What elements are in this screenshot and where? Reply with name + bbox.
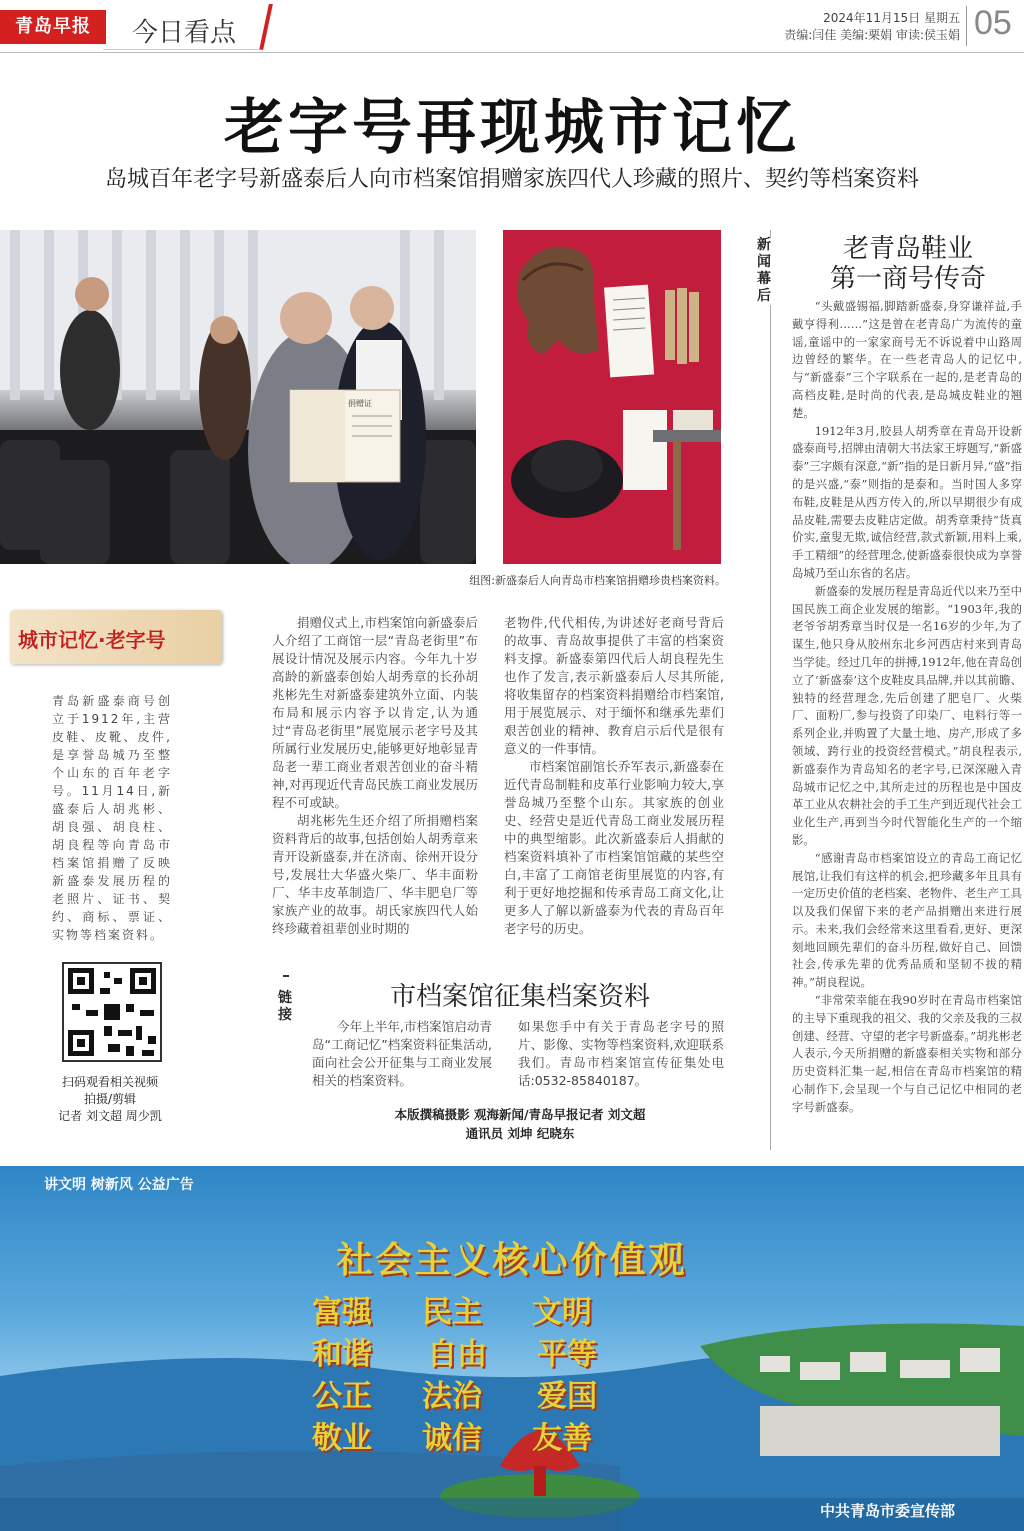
- artifacts-photo: [503, 230, 721, 564]
- column-divider: [770, 230, 771, 1150]
- editor-credits: 责编:闫佳 美编:栗娟 审读:侯玉娟: [784, 28, 960, 42]
- news-behind-title-2: 第一商号传奇: [829, 264, 986, 294]
- link-text-1: 今年上半年,市档案馆启动青岛“工商记忆”档案资料征集活动,面向社会公开征集与工商业发展相关的档案资料。: [312, 1019, 492, 1088]
- news-behind-tag: 新闻幕后: [757, 237, 771, 304]
- article-column-2: [504, 614, 724, 938]
- section-name: 今日看点: [132, 18, 237, 48]
- qr-caption: 扫码观看相关视频: [61, 1075, 158, 1089]
- link-title: 市档案馆征集档案资料: [389, 982, 650, 1012]
- page-credit-2: 通讯员 刘坤 纪晓东: [465, 1126, 575, 1141]
- link-text-2: 如果您手中有关于青岛老字号的照片、影像、实物等档案资料,欢迎联系我们。青岛市档案馆宣传征集处电话:0532-85840187。: [518, 1019, 724, 1088]
- ceremony-illustration: [0, 230, 476, 564]
- video-credit: 拍摄/剪辑: [83, 1092, 137, 1106]
- link-tag-rule: [283, 975, 289, 977]
- photo-caption: 组图:新盛泰后人向青岛市档案馆捐赠珍贵档案资料。: [469, 574, 726, 587]
- core-value: 友善: [532, 1421, 592, 1456]
- ad-sponsor: 中共青岛市委宣传部: [820, 1502, 956, 1520]
- news-behind-paragraph: 新盛泰的发展历程是青岛近代以来乃至中国民族工商企业发展的缩影。“1903年,我的老爷爷胡秀章当时仅是一名16岁的少年,为了谋生,他只身从胶州东北乡河西店村来到青岛当学徒。经过几年的拼搏,1912年,他在青岛创立了‘新盛泰’这个皮鞋皮具品牌,并以其前瞻、独特的经营理念,先后创建了肥皂厂、火柴厂、面粉厂,参与投资了印染厂、电料行等一系列企业,并购置了大量土地、房产,形成了多领域、跨行业的投资经营模式。”胡良程表示,新盛泰作为青岛知名的老字号,已深深融入青岛城市记忆之中,其所走过的历程也是中国皮革工业从农耕社会的手工生产到近现代社会工业化生产,再到当今时代智能化生产的一个缩影。: [792, 583, 1022, 847]
- link-tag: 链接: [278, 990, 292, 1023]
- core-value: 敬业: [312, 1421, 372, 1456]
- certificate-label: 捐赠证: [348, 399, 372, 408]
- video-reporters: 记者 刘文超 周少凯: [58, 1109, 162, 1123]
- core-values-grid: [312, 1292, 732, 1460]
- ad-title: 社会主义核心价值观: [336, 1240, 688, 1281]
- core-value: 公正: [312, 1379, 372, 1414]
- column-badge-label: 城市记忆·老字号: [18, 628, 166, 652]
- issue-date: 2024年11月15日 星期五: [823, 11, 960, 25]
- article-paragraph: 胡兆彬先生还介绍了所捐赠档案资料背后的故事,包括创始人胡秀章来青开设新盛泰,并在济南、徐州开设分号,发展壮大华盛火柴厂、华丰面粉厂、华丰皮革制造厂、华丰肥皂厂等家族产业的故事。胡氏家族四代人始终珍藏着祖辈创业时期的: [272, 813, 478, 936]
- news-behind-paragraph: “感谢青岛市档案馆设立的青岛工商记忆展馆,让我们有这样的机会,把珍藏多年且具有一定历史价值的老档案、老物件、老生产工具以及我们保留下来的老产品捐赠出来进行展示。未来,我们会经常来这里看看,更好、更深刻地回顾先辈们的奋斗历程,做好自己、回馈社会,传承先辈的优秀品质和坚韧不拔的精神。”胡良程说。: [792, 850, 1022, 990]
- core-value: 和谐: [312, 1337, 372, 1372]
- article-paragraph: 老物件,代代相传,为讲述好老商号背后的故事、青岛故事提供了丰富的档案资料支撑。新盛泰第四代后人胡良程先生也作了发言,表示新盛泰后人尽其所能,将收集留存的档案资料捐赠给市档案馆,用于展览展示、对于缅怀和继承先辈们艰苦创业的精神、教育启示后代是很有意义的一件事情。: [504, 615, 724, 756]
- core-value: 诚信: [422, 1421, 482, 1456]
- core-value: 法治: [422, 1379, 482, 1414]
- core-value: 爱国: [537, 1379, 598, 1414]
- news-behind-paragraph: 1912年3月,胶县人胡秀章在青岛开设新盛泰商号,招牌由清朝大书法家王垿题写,“新盛泰”三字颇有深意,“新”指的是日新月异,“盛”指的是兴盛,“泰”则指的是泰和。当时国人多穿布鞋,皮鞋是从西方传入的,所以早期很少有成品皮鞋,需要去皮鞋店定做。胡秀章秉持“货真价实,童叟无欺,诚信经营,款式新颖,用料上乘,手工精细”的经营理念,使新盛泰很快成为享誉岛城乃至山东省的名店。: [792, 423, 1022, 580]
- ad-tag: 讲文明 树新风 公益广告: [44, 1177, 194, 1193]
- article-column-1: [272, 614, 478, 938]
- qr-code[interactable]: [62, 962, 162, 1062]
- main-headline: 老字号再现城市记忆: [224, 93, 800, 163]
- news-behind-paragraph: “头戴盛锡福,脚踏新盛泰,身穿谦祥益,手戴亨得利……”这是曾在老青岛广为流传的童谣,童谣中的一家家商号无不诉说着中山路周边曾经的繁华。在一些老青岛人的记忆中,与“新盛泰”三个字联系在一起的,是老青岛的高档皮鞋,是时尚的代表,是岛城皮鞋业的翘楚。: [792, 299, 1022, 420]
- article-paragraph: 市档案馆副馆长乔军表示,新盛泰在近代青岛制鞋和皮革行业影响力较大,享誉岛城乃至整个山东。其家族的创业史、经营史是近代青岛工商业发展历程中的典型缩影。此次新盛泰后人捐献的档案资料填补了市档案馆馆藏的某些空白,丰富了工商馆老街里展览的内容,有利于更好地挖掘和传承青岛工商文化,让更多人了解以新盛泰为代表的青岛百年老字号的历史。: [504, 759, 724, 936]
- core-value: 文明: [532, 1295, 592, 1330]
- donation-ceremony-photo: [0, 230, 476, 564]
- sub-headline: 岛城百年老字号新盛泰后人向市档案馆捐赠家族四代人珍藏的照片、契约等档案资料: [104, 167, 919, 192]
- masthead-divider: [966, 6, 967, 46]
- core-value: 自由: [427, 1337, 488, 1372]
- page-number: 05: [974, 4, 1012, 42]
- core-value: 民主: [422, 1295, 482, 1330]
- news-behind-paragraph: “非常荣幸能在我90岁时在青岛市档案馆的主导下重现我的祖父、我的父亲及我的三叔创建、经营、守望的老字号新盛泰。”胡兆彬老人表示,今天所捐赠的新盛泰相关实物和部分历史资料汇集一起,相信在青岛市档案馆的精心制作下,会呈现一个与自己记忆中相同的老字号新盛泰。: [792, 993, 1022, 1114]
- masthead-rule: [0, 52, 1024, 53]
- news-behind-title-1: 老青岛鞋业: [842, 234, 973, 264]
- newspaper-logo: 青岛早报: [0, 10, 106, 44]
- page-credit: 本版撰稿摄影 观海新闻/青岛早报记者 刘文超: [394, 1107, 646, 1122]
- artifacts-illustration: [503, 230, 721, 564]
- core-value: 平等: [537, 1337, 598, 1372]
- core-value: 富强: [312, 1295, 372, 1330]
- news-behind-body: [792, 298, 1022, 1117]
- article-paragraph: 捐赠仪式上,市档案馆向新盛泰后人介绍了工商馆一层“青岛老街里”布展设计情况及展示内容。今年九十岁高龄的新盛泰创始人胡秀章的长孙胡兆彬先生对新盛泰建筑外立面、内装布局和展示内容予以肯定,认为通过“青岛老街里”展览展示老字号及其所属行业发展历史,能够更好地彰显青岛老一辈工商业者艰苦创业的奋斗精神,对再现近代青岛民族工商业发展历程不可或缺。: [272, 615, 478, 810]
- qr-code-icon: [64, 964, 160, 1060]
- sidebar-intro: 青岛新盛泰商号创立于1912年,主营皮鞋、皮靴、皮件,是享誉岛城乃至整个山东的百年老字号。11月14日,新盛泰后人胡兆彬、胡良强、胡良柱、胡良程等向青岛市档案馆捐赠了反映新盛泰发展历程的老照片、证书、契约、商标、票证、实物等档案资料。: [52, 694, 172, 942]
